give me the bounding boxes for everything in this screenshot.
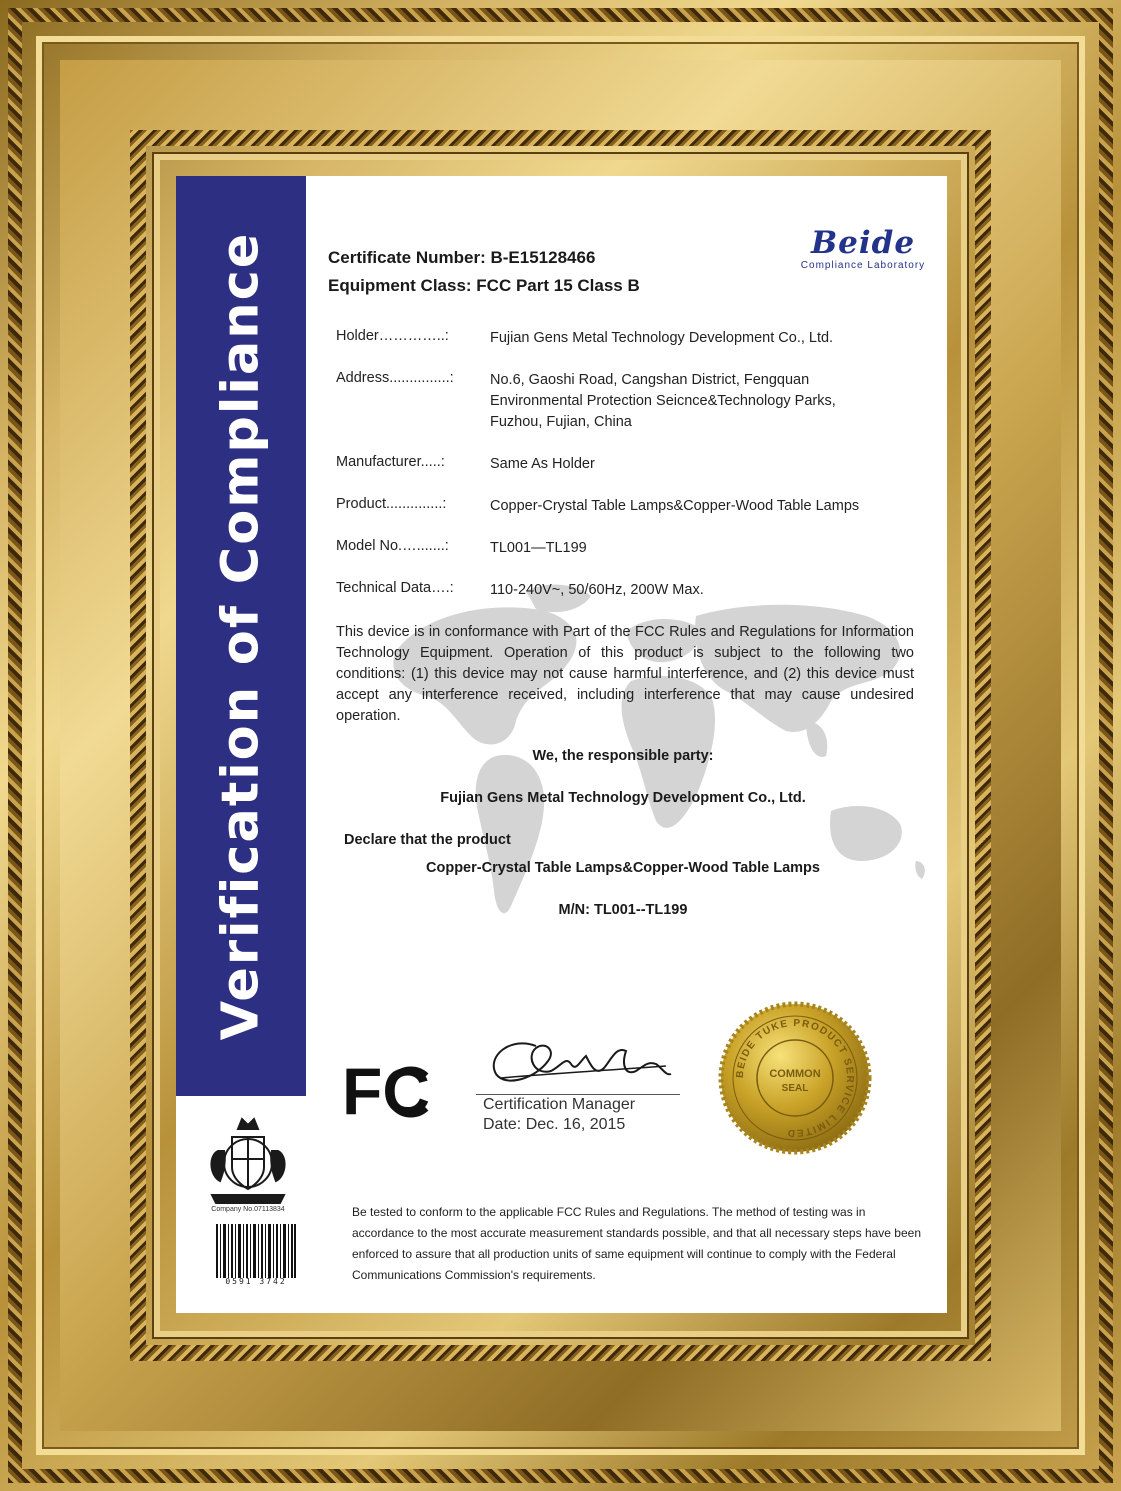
declare-label: Declare that the product xyxy=(344,832,511,848)
band-title: Verification of Compliance xyxy=(211,231,271,1041)
seal-ring-text: BEIDE TUKE PRODUCT SERVICE LIMITED xyxy=(734,1017,856,1139)
field-value: Copper-Crystal Table Lamps&Copper-Wood Table Lamps xyxy=(490,498,860,514)
compliance-footer: Be tested to conform to the applicable FCC Rules and Regulations. The method of testing was in accordance to the most accurate measurement standards possible, and that all necessary steps have been enforced to assure that all production units of same equipment will continue to comply with the Federal Communications Commission's requirements. xyxy=(352,1205,921,1282)
field-value: Fujian Gens Metal Technology Development Co., Ltd. xyxy=(490,330,834,346)
signatory-title: Certification Manager xyxy=(483,1096,636,1113)
fcc-logo xyxy=(342,1058,432,1122)
logo-name: Beide xyxy=(810,225,916,261)
company-number: Company No.07113834 xyxy=(211,1206,285,1213)
responsible-party-label: We, the responsible party: xyxy=(532,748,714,764)
seal-center-line2: SEAL xyxy=(781,1083,809,1094)
field-label: Holder…………..: xyxy=(336,328,449,344)
certificate-paper xyxy=(176,176,947,1313)
beide-logo xyxy=(788,226,938,271)
equipment-class: Equipment Class: FCC Part 15 Class B xyxy=(328,276,640,295)
field-value: TL001—TL199 xyxy=(490,540,587,556)
field-value: 110-240V~, 50/60Hz, 200W Max. xyxy=(490,582,704,598)
field-value: Same As Holder xyxy=(490,456,595,472)
seal-center-line1: COMMON xyxy=(769,1068,821,1080)
responsible-party-name: Fujian Gens Metal Technology Development Co., Ltd. xyxy=(440,790,806,806)
field-value: No.6, Gaoshi Road, Cangshan District, Fengquan Environmental Protection Seicnce&Technology Parks, Fuzhou, Fujian, China xyxy=(490,372,836,430)
field-label: Technical Data….: xyxy=(336,580,454,596)
signature-date: Date: Dec. 16, 2015 xyxy=(483,1116,626,1133)
fcc-logo-text: FC xyxy=(342,1058,430,1122)
signature xyxy=(476,1016,676,1096)
declared-product: Copper-Crystal Table Lamps&Copper-Wood Table Lamps xyxy=(426,860,820,876)
field-label: Manufacturer.....: xyxy=(336,454,445,470)
side-band xyxy=(176,176,306,1096)
field-label: Product..............: xyxy=(336,496,447,512)
logo-subtitle: Compliance Laboratory xyxy=(800,260,926,271)
model-number: M/N: TL001--TL199 xyxy=(558,902,688,918)
signature-line xyxy=(476,1094,680,1095)
certificate-number: Certificate Number: B-E15128466 xyxy=(328,248,596,267)
barcode-number: 0591 3742 xyxy=(225,1277,287,1286)
conformance-statement: This device is in conformance with Part of the FCC Rules and Regulations for Information Technology Equipment. Operation of this product is subject to the following two conditions: (1) this device may not cause harmful interference, and (2) this device must accept any interference received, including interference that may cause undesired operation. xyxy=(336,624,914,724)
royal-crest xyxy=(198,1111,298,1211)
field-label: Model No.….......: xyxy=(336,538,449,554)
field-label: Address...............: xyxy=(336,370,454,386)
gold-seal xyxy=(716,999,874,1157)
barcode xyxy=(216,1224,296,1278)
